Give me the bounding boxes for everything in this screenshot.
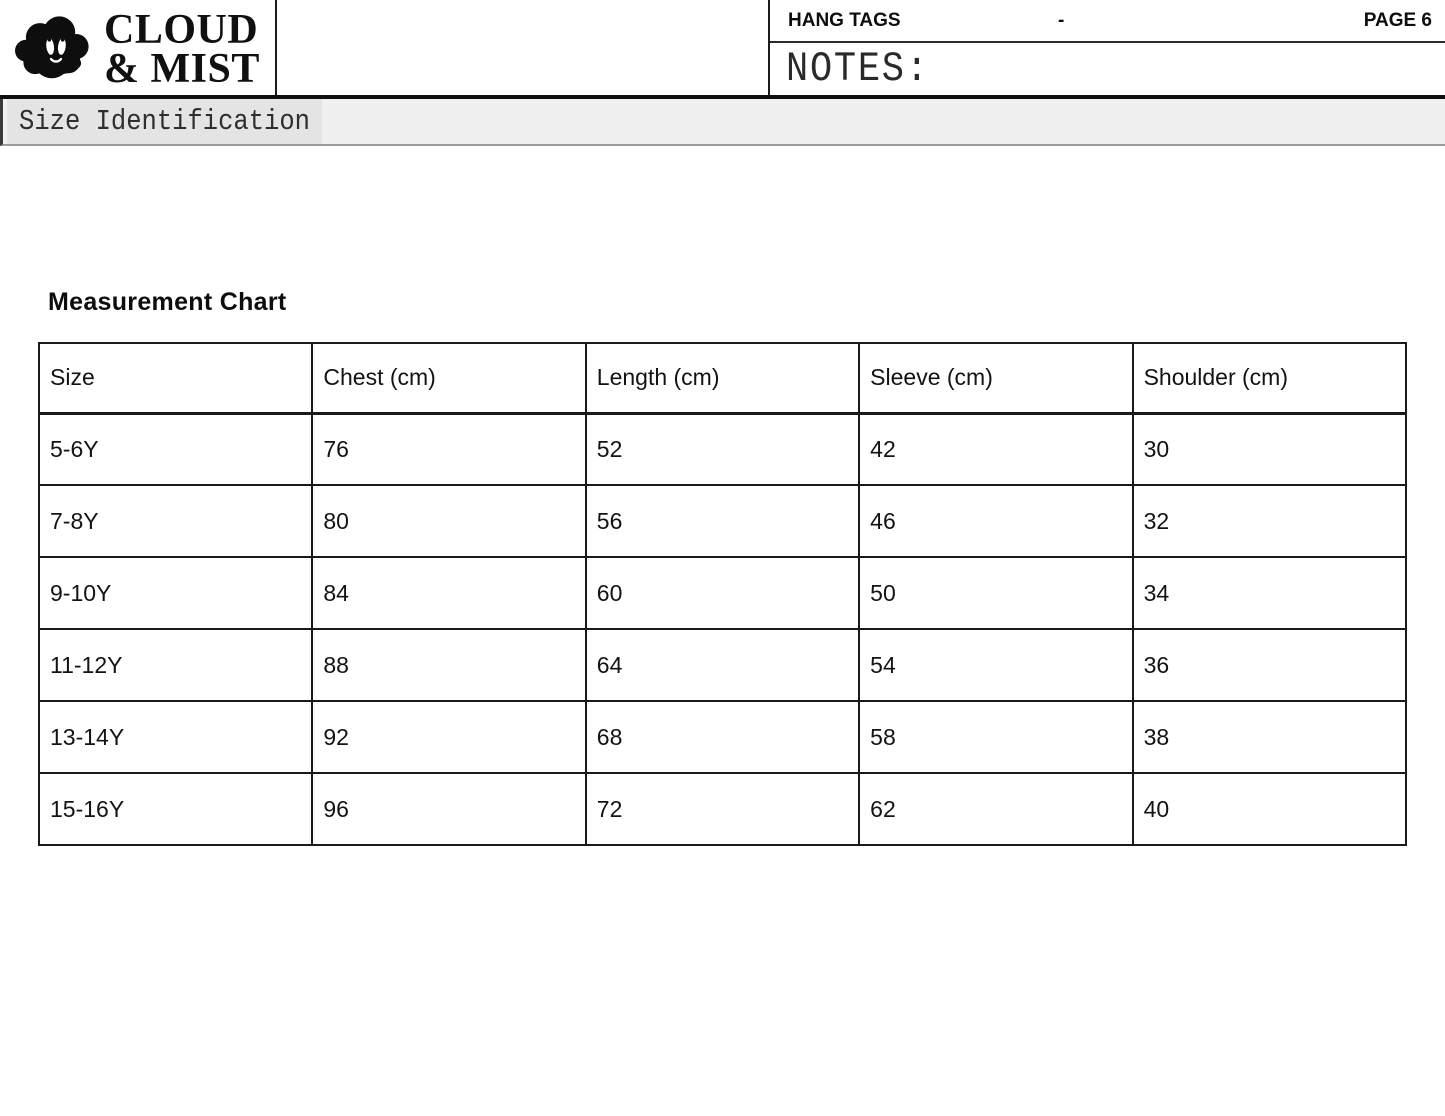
brand-logo-block [0,0,277,97]
cell-length: 72 [586,773,859,845]
table-row [39,701,1406,773]
cell-sleeve: 54 [859,629,1132,701]
col-header-size: Size [39,343,312,413]
cell-shoulder: 36 [1133,629,1406,701]
header-info-block [768,0,1445,97]
brand-name [104,6,260,92]
page-number-label: PAGE 6 [1363,9,1432,31]
doc-type-label: HANG TAGS [788,9,901,31]
cell-chest: 88 [312,629,585,701]
cell-size: 9-10Y [39,557,312,629]
cell-length: 68 [586,701,859,773]
col-header-chest: Chest (cm) [312,343,585,413]
cell-chest: 96 [312,773,585,845]
col-header-length: Length (cm) [586,343,859,413]
measurement-chart-title: Measurement Chart [48,288,287,316]
cell-chest: 92 [312,701,585,773]
col-header-shoulder: Shoulder (cm) [1133,343,1406,413]
cloud-character-icon [10,10,102,88]
measurement-table [38,342,1407,846]
header-notes-row [770,43,1445,95]
cell-length: 56 [586,485,859,557]
col-header-sleeve: Sleeve (cm) [859,343,1132,413]
brand-name-line2: & MIST [104,45,260,92]
cell-length: 52 [586,413,859,485]
cell-size: 7-8Y [39,485,312,557]
cell-size: 13-14Y [39,701,312,773]
cell-sleeve: 46 [859,485,1132,557]
notes-label: NOTES: [786,45,930,93]
cell-sleeve: 50 [859,557,1132,629]
table-row [39,773,1406,845]
cell-length: 64 [586,629,859,701]
doc-separator: - [1058,9,1065,31]
table-row [39,629,1406,701]
cell-chest: 84 [312,557,585,629]
cell-length: 60 [586,557,859,629]
cell-shoulder: 40 [1133,773,1406,845]
table-row [39,413,1406,485]
cell-size: 5-6Y [39,413,312,485]
header-title-row [770,0,1445,43]
table-row [39,557,1406,629]
cell-sleeve: 62 [859,773,1132,845]
section-bar [0,99,1445,146]
table-row [39,485,1406,557]
section-title: Size Identification [19,105,310,138]
cell-size: 15-16Y [39,773,312,845]
cell-shoulder: 30 [1133,413,1406,485]
cell-shoulder: 34 [1133,557,1406,629]
cell-size: 11-12Y [39,629,312,701]
section-bar-highlight [7,99,322,144]
cell-chest: 80 [312,485,585,557]
brand-name-line1: CLOUD [104,6,259,53]
cell-chest: 76 [312,413,585,485]
cell-sleeve: 42 [859,413,1132,485]
cell-shoulder: 32 [1133,485,1406,557]
table-header-row [39,343,1406,413]
cell-shoulder: 38 [1133,701,1406,773]
cell-sleeve: 58 [859,701,1132,773]
